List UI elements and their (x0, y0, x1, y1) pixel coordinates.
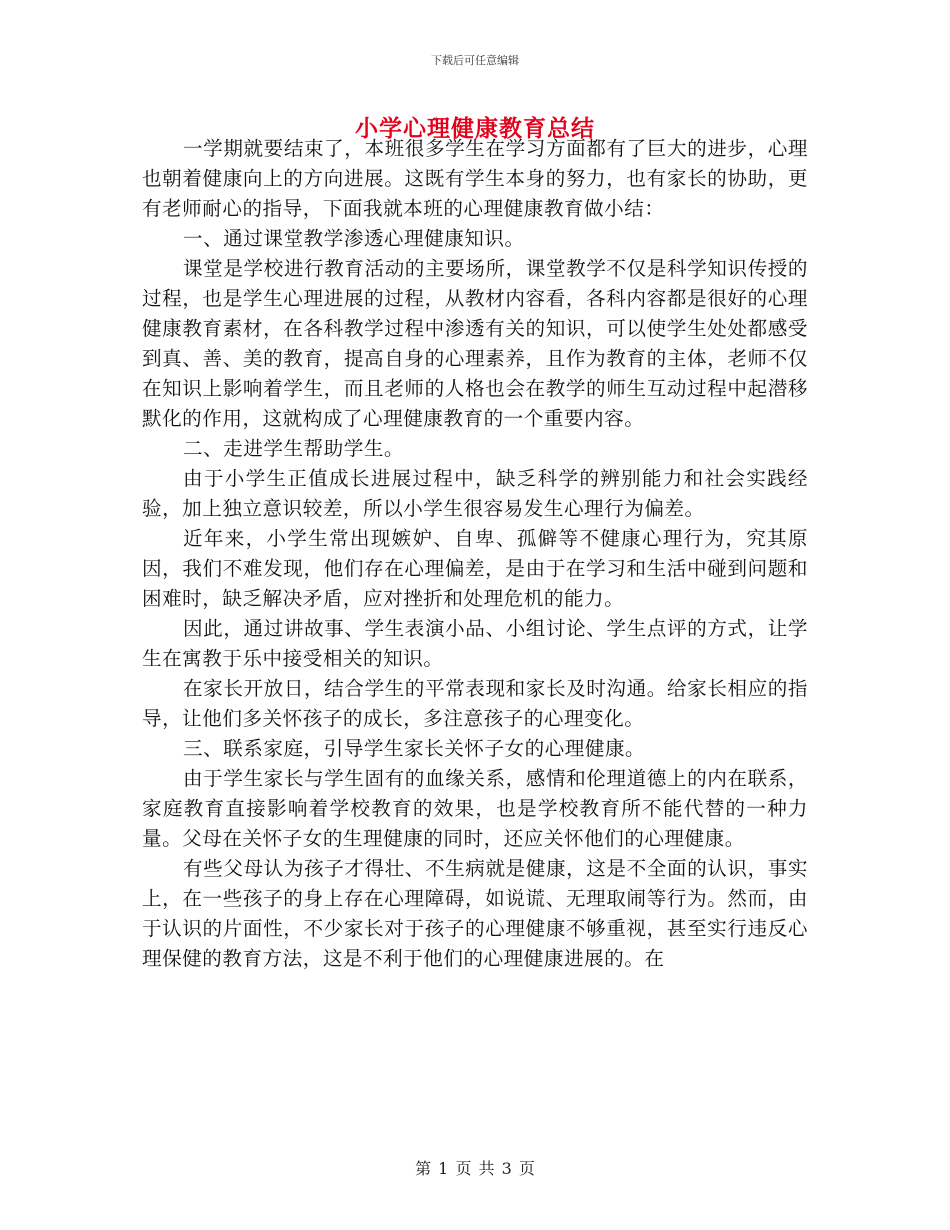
paragraph-open-day: 在家长开放日，结合学生的平常表现和家长及时沟通。给家长相应的指导，让他们多关怀孩子的成长，多注意孩子的心理变化。 (142, 677, 808, 730)
paragraph-family: 由于学生家长与学生固有的血缘关系，感情和伦理道德上的内在联系，家庭教育直接影响着学校教育的效果，也是学校教育所不能代替的一种力量。父母在关怀子女的生理健康的同时，还应关怀他们的心理健康。 (142, 767, 808, 850)
document-body (142, 134, 808, 974)
section-heading-1: 一、通过课堂教学渗透心理健康知识。 (183, 227, 525, 250)
paragraph-therefore: 因此，通过讲故事、学生表演小品、小组讨论、学生点评的方式，让学生在寓教于乐中接受相关的知识。 (142, 617, 808, 670)
page-number: 第 1 页 共 3 页 (415, 1159, 535, 1178)
page-header-note: 下载后可任意编辑 (431, 54, 519, 67)
paragraph-growth: 由于小学生正值成长进展过程中，缺乏科学的辨别能力和社会实践经验，加上独立意识较差，所以小学生很容易发生心理行为偏差。 (142, 467, 808, 520)
section-heading-3: 三、联系家庭，引导学生家长关怀子女的心理健康。 (183, 737, 646, 760)
document-title: 小学心理健康教育总结 (355, 115, 595, 142)
paragraph-recent-years: 近年来，小学生常出现嫉妒、自卑、孤僻等不健康心理行为，究其原因，我们不难发现，他们存在心理偏差，是由于在学习和生活中碰到问题和困难时，缺乏解决矛盾，应对挫折和处理危机的能力。 (142, 527, 808, 610)
paragraph-classroom: 课堂是学校进行教育活动的主要场所，课堂教学不仅是科学知识传授的过程，也是学生心理进展的过程，从教材内容看，各科内容都是很好的心理健康教育素材，在各科教学过程中渗透有关的知识，可以使学生处处都感受到真、善、美的教育，提高自身的心理素养，且作为教育的主体，老师不仅在知识上影响着学生，而且老师的人格也会在教学的师生互动过程中起潜移默化的作用，这就构成了心理健康教育的一个重要内容。 (142, 257, 808, 430)
paragraph-intro: 一学期就要结束了，本班很多学生在学习方面都有了巨大的进步，心理也朝着健康向上的方向进展。这既有学生本身的努力，也有家长的协助，更有老师耐心的指导，下面我就本班的心理健康教育做小结： (142, 137, 808, 220)
paragraph-parents: 有些父母认为孩子才得壮、不生病就是健康，这是不全面的认识，事实上，在一些孩子的身上存在心理障碍，如说谎、无理取闹等行为。然而，由于认识的片面性，不少家长对于孩子的心理健康不够重视，甚至实行违反心理保健的教育方法，这是不利于他们的心理健康进展的。在 (142, 857, 808, 970)
section-heading-2: 二、走进学生帮助学生。 (183, 437, 405, 460)
